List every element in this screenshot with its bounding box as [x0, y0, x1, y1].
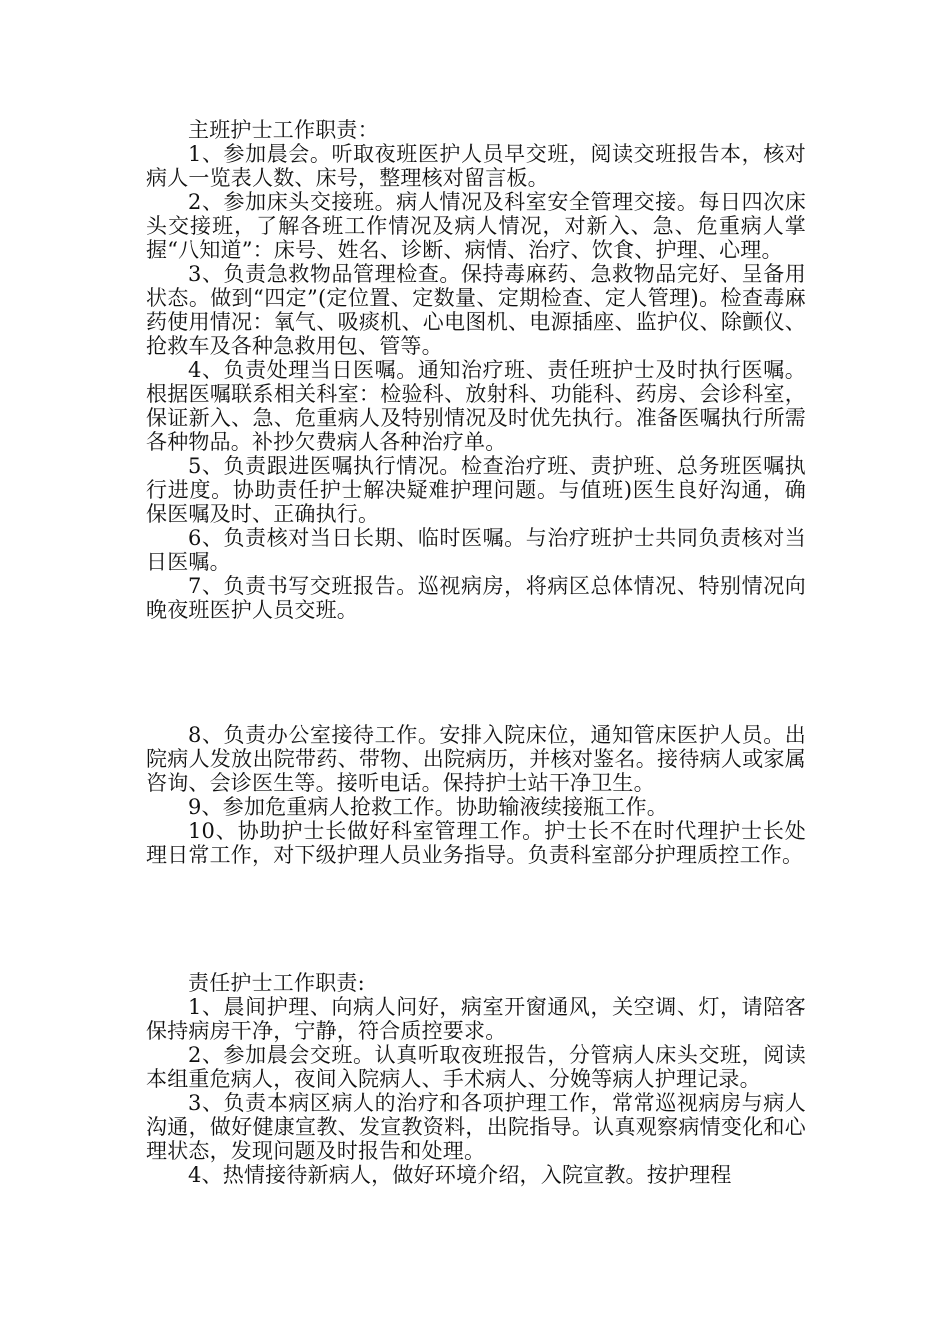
- duty-item: 4、热情接待新病人，做好环境介绍，入院宣教。按护理程: [188, 1163, 732, 1187]
- duty-item: 5、负责跟进医嘱执行情况。检查治疗班、责护班、总务班医嘱执行进度。协助责任护士解决疑难护理问题。与值班)医生良好沟通，确保医嘱及时、正确执行。: [146, 454, 806, 526]
- section-heading: 主班护士工作职责：: [188, 118, 379, 142]
- duty-item: 8、负责办公室接待工作。安排入院床位，通知管床医护人员。出院病人发放出院带药、带物、出院病历，并核对鉴名。接待病人或家属咨询、会诊医生等。接听电话。保持护士站干净卫生。: [146, 723, 806, 795]
- duty-item: 4、负责处理当日医嘱。通知治疗班、责任班护士及时执行医嘱。根据医嘱联系相关科室：检验科、放射科、功能科、药房、会诊科室，保证新入、急、危重病人及特别情况及时优先执行。准备医嘱执行所需各种物品。补抄欠费病人各种治疗单。: [146, 358, 806, 454]
- duty-item: 3、负责本病区病人的治疗和各项护理工作，常常巡视病房与病人沟通，做好健康宣教、发宣教资料，出院指导。认真观察病情变化和心理状态，发现问题及时报告和处理。: [146, 1091, 806, 1163]
- duty-item: 3、负责急救物品管理检查。保持毒麻药、急救物品完好、呈备用状态。做到“四定”(定位置、定数量、定期检查、定人管理)。检查毒麻药使用情况：氧气、吸痰机、心电图机、电源插座、监护仪、除颤仪、抢救车及各种急救用包、管等。: [146, 262, 806, 358]
- duty-item: 6、负责核对当日长期、临时医嘱。与治疗班护士共同负责核对当日医嘱。: [146, 526, 806, 574]
- section-head-nurse-duties: [146, 118, 806, 622]
- section-head-nurse-duties-continued: [146, 723, 806, 867]
- duty-item: 7、负责书写交班报告。巡视病房，将病区总体情况、特别情况向晚夜班医护人员交班。: [146, 574, 806, 622]
- duty-item: 9、参加危重病人抢救工作。协助输液续接瓶工作。: [188, 795, 668, 819]
- duty-item: 2、参加晨会交班。认真听取夜班报告，分管病人床头交班，阅读本组重危病人，夜间入院病人、手术病人、分娩等病人护理记录。: [146, 1043, 806, 1091]
- duty-item: 1、参加晨会。听取夜班医护人员早交班，阅读交班报告本，核对病人一览表人数、床号，整理核对留言板。: [146, 142, 806, 190]
- section-heading: 责任护士工作职责:: [188, 971, 365, 995]
- duty-item: 10、协助护士长做好科室管理工作。护士长不在时代理护士长处理日常工作，对下级护理人员业务指导。负责科室部分护理质控工作。: [146, 819, 806, 867]
- section-responsible-nurse-duties: [146, 971, 806, 1187]
- duty-item: 2、参加床头交接班。病人情况及科室安全管理交接。每日四次床头交接班，了解各班工作情况及病人情况，对新入、急、危重病人掌握“八知道”：床号、姓名、诊断、病情、治疗、饮食、护理、心理。: [146, 190, 806, 262]
- duty-item: 1、晨间护理、向病人问好，病室开窗通风，关空调、灯，请陪客保持病房干净，宁静，符合质控要求。: [146, 995, 806, 1043]
